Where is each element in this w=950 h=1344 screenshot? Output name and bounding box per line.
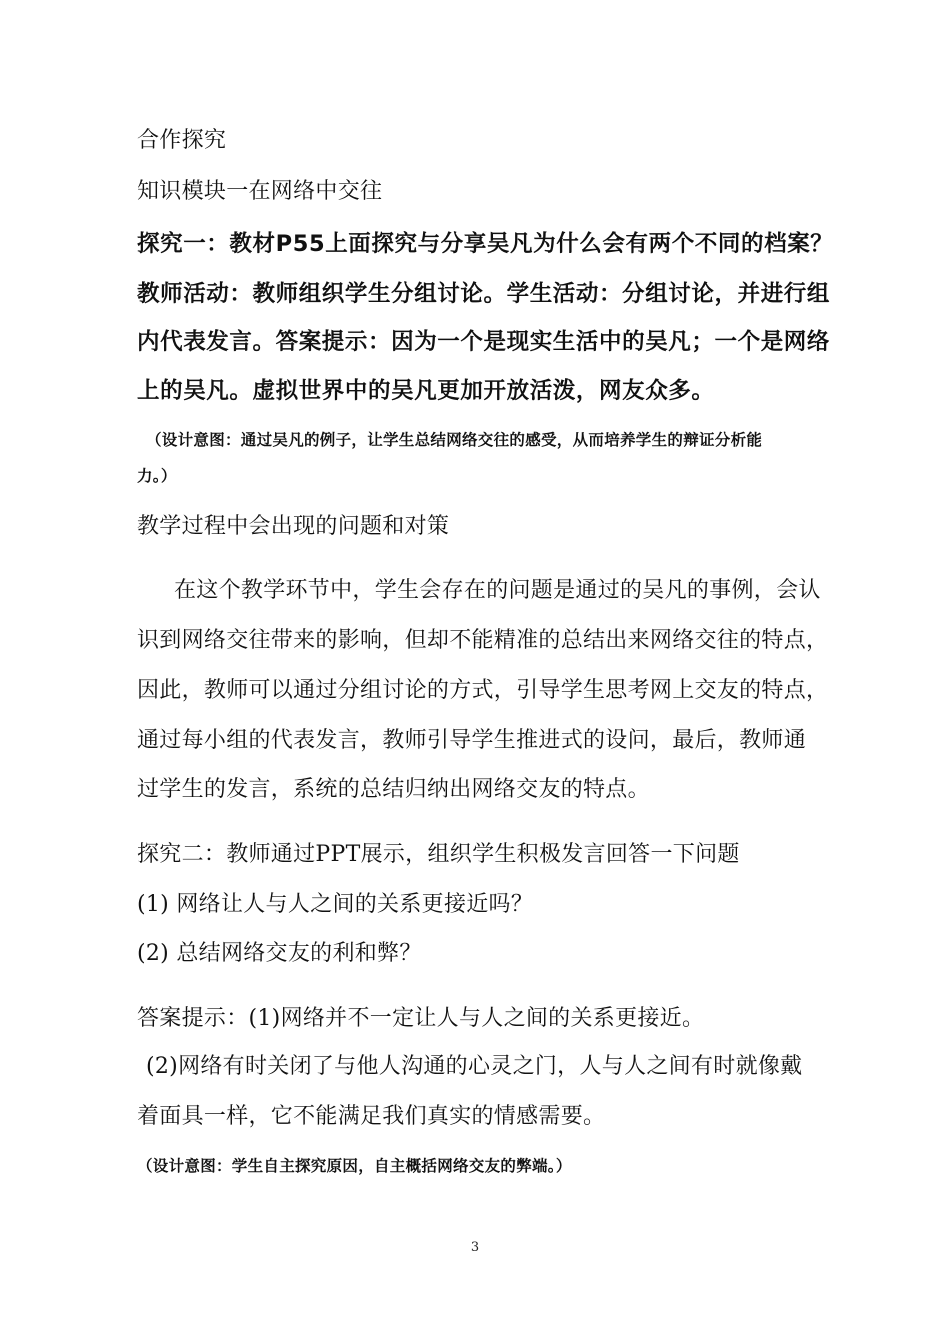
problems-paragraph-line: 因此，教师可以通过分组讨论的方式，引导学生思考网上交友的特点， [137, 678, 829, 703]
inquiry2-answer-line: 答案提示：(1)网络并不一定让人与人之间的关系更接近。 [137, 1006, 705, 1031]
page-number: 3 [470, 1240, 480, 1255]
problems-paragraph-line: 识到网络交往带来的影响，但却不能精准的总结出来网络交往的特点， [137, 628, 829, 653]
inquiry2-question-2: (2) 总结网络交友的利和弊？ [137, 941, 422, 966]
section-heading-module: 知识模块一在网络中交往 [137, 179, 383, 204]
design-note-line: （设计意图：通过吴凡的例子，让学生总结网络交往的感受，从而培养学生的辩证分析能 [146, 431, 763, 449]
inquiry2-intro: 探究二：教师通过PPT展示，组织学生积极发言回答一下问题 [137, 842, 740, 867]
inquiry1-question: 探究一：教材P55上面探究与分享吴凡为什么会有两个不同的档案？ [137, 231, 834, 257]
problems-paragraph-line: 通过每小组的代表发言，教师引导学生推进式的设问，最后，教师通 [137, 728, 807, 753]
inquiry1-text-line: 上的吴凡。虚拟世界中的吴凡更加开放活泼，网友众多。 [137, 378, 715, 404]
problems-paragraph-line: 在这个教学环节中，学生会存在的问题是通过的吴凡的事例，会认 [174, 578, 821, 603]
inquiry2-answer-line: (2)网络有时关闭了与他人沟通的心灵之门，人与人之间有时就像戴 [146, 1054, 803, 1079]
section-heading-cooperation: 合作探究 [137, 128, 227, 153]
inquiry2-question-1: (1) 网络让人与人之间的关系更接近吗？ [137, 892, 534, 917]
problems-heading: 教学过程中会出现的问题和对策 [137, 514, 450, 539]
design-note-line: （设计意图：学生自主探究原因，自主概括网络交友的弊端。） [137, 1157, 572, 1175]
inquiry1-text-line: 教师活动：教师组织学生分组讨论。学生活动：分组讨论，并进行组 [137, 281, 831, 307]
inquiry1-text-line: 内代表发言。答案提示：因为一个是现实生活中的吴凡；一个是网络 [137, 329, 831, 355]
design-note-line: 力。） [137, 467, 177, 485]
problems-paragraph-line: 过学生的发言，系统的总结归纳出网络交友的特点。 [137, 777, 650, 802]
inquiry2-answer-line: 着面具一样，它不能满足我们真实的情感需要。 [137, 1104, 606, 1129]
